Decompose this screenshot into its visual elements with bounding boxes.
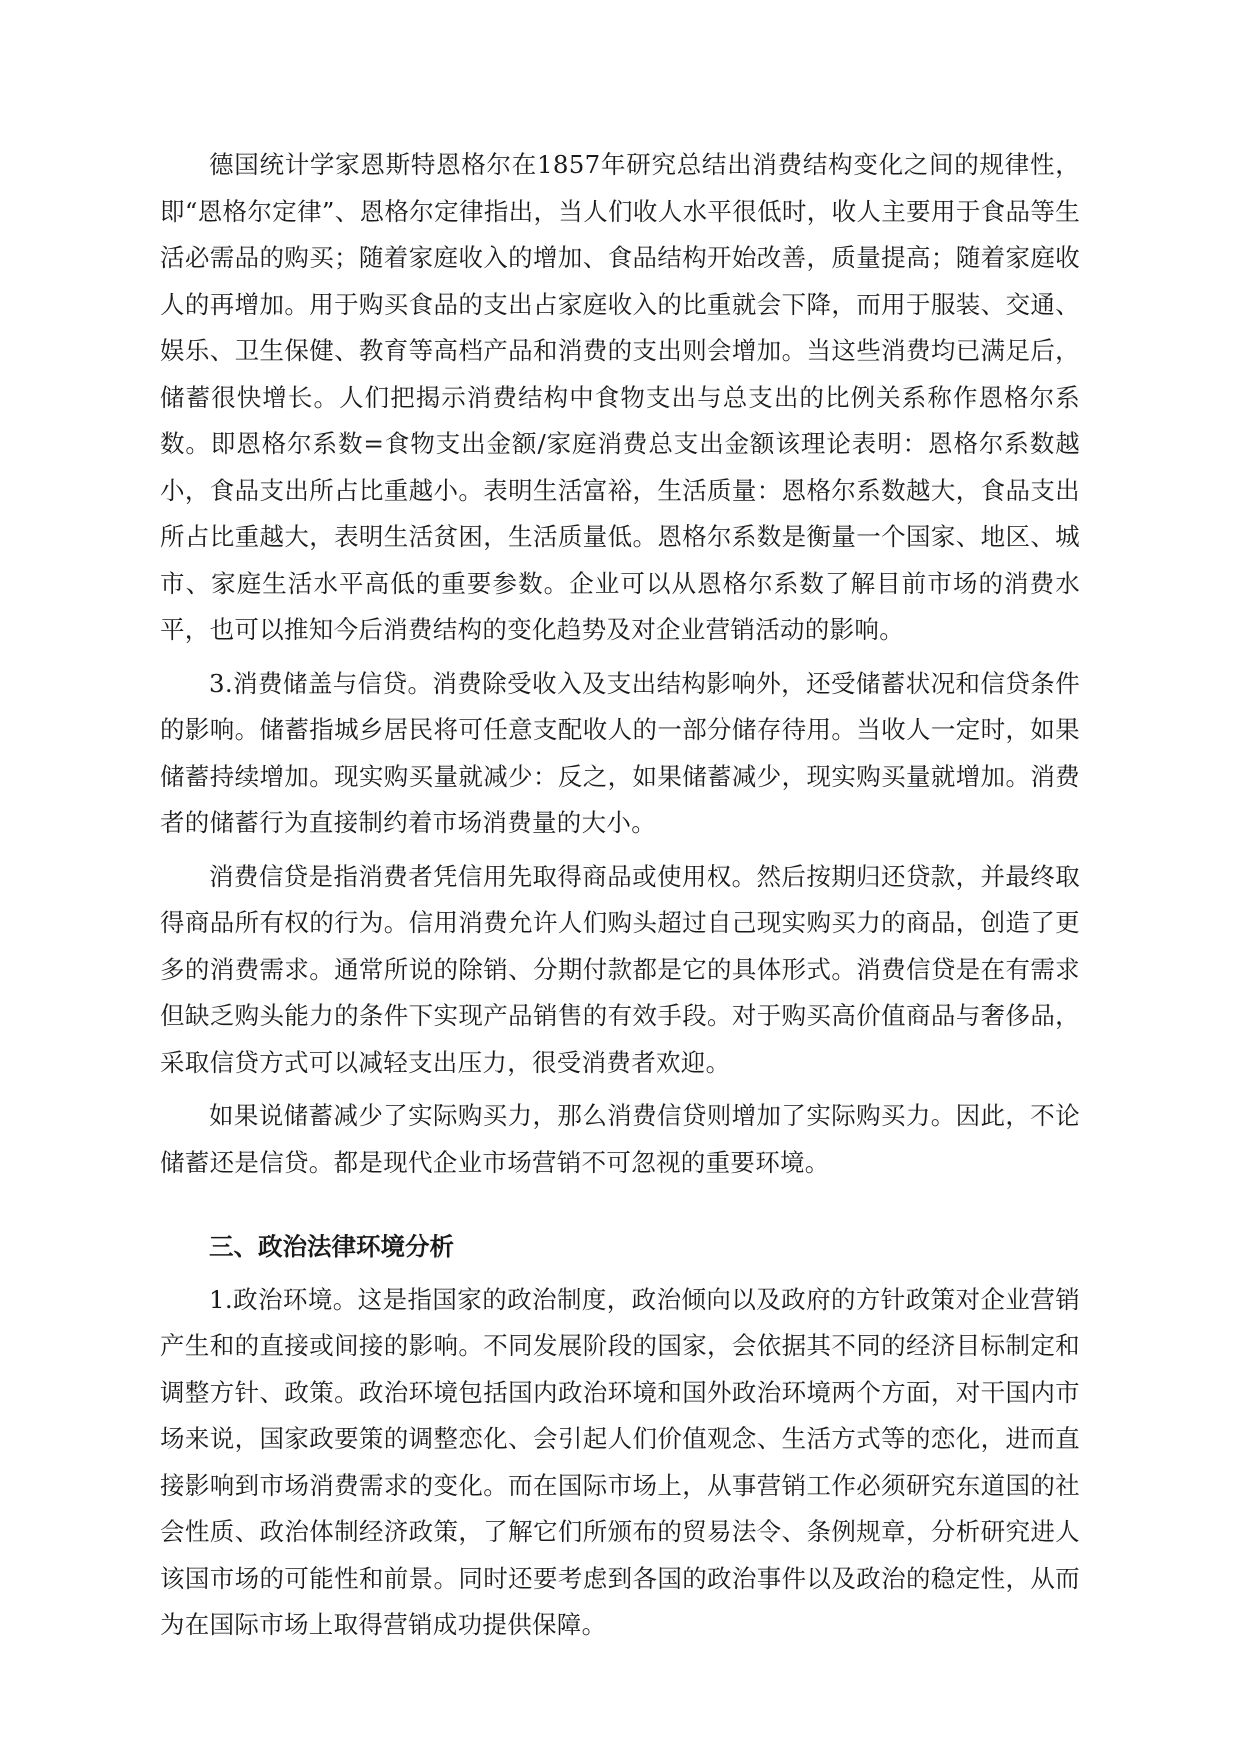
paragraph-political-environment: 1.政治环境。这是指国家的政治制度，政治倾向以及政府的方针政策对企业营销产生和的直接或间接的影响。不同发展阶段的国家，会依据其不同的经济目标制定和调整方针、政策。政治环境包括国内政治环境和国外政治环境两个方面，对干国内市场来说，国家政要策的调整恋化、会引起人们价值观念、生活方式等的恋化，进而直接影响到市场消费需求的变化。而在国际市场上，从事营销工作必须研究东道国的社会性质、政治体制经济政策，了解它们所颁布的贸易法令、条例规章，分析研究进人该国市场的可能性和前景。同时还要考虑到各国的政治事件以及政治的稳定性，从而为在国际市场上取得营销成功提供保障。	[160, 1284, 1080, 1639]
section-heading-political-legal: 三、政治法律环境分析	[209, 1232, 454, 1261]
paragraph-savings-vs-credit: 如果说储蓄减少了实际购买力，那么消费信贷则增加了实际购买力。因此，不论储蓄还是信贷。都是现代企业市场营销不可忽视的重要环境。	[160, 1101, 1080, 1177]
paragraph-consumer-credit: 消费信贷是指消费者凭信用先取得商品或使用权。然后按期归还贷款，并最终取得商品所有权的行为。信用消费允许人们购头超过自己现实购买力的商品，创造了更多的消费需求。通常所说的除销、分期付款都是它的具体形式。消费信贷是在有需求但缺乏购头能力的条件下实现产品销售的有效手段。对于购买高价值商品与奢侈品，采取信贷方式可以减轻支出压力，很受消费者欢迎。	[160, 861, 1080, 1077]
paragraph-savings-credit: 3.消费储盖与信贷。消费除受收入及支出结构影响外，还受储蓄状况和信贷条件的影响。储蓄指城乡居民将可任意支配收人的一部分储存待用。当收人一定时，如果储蓄持续增加。现实购买量就减少：反之，如果储蓄减少，现实购买量就增加。消费者的储蓄行为直接制约着市场消费量的大小。	[160, 668, 1080, 837]
document-page	[160, 142, 1080, 1649]
paragraph-engel-law: 德国统计学家恩斯特恩格尔在1857年研究总结出消费结构变化之间的规律性，即“恩格尔定律”、恩格尔定律指出，当人们收人水平很低时，收人主要用于食品等生活必需品的购买；随着家庭收入的增加、食品结构开始改善，质量提高；随着家庭收人的再增加。用于购买食品的支出占家庭收入的比重就会下降，而用于服装、交通、娱乐、卫生保健、教育等高档产品和消费的支出则会增加。当这些消费均已满足后，储蓄很快增长。人们把揭示消费结构中食物支出与总支出的比例关系称作恩格尔系数。即恩格尔系数=食物支出金额/家庭消费总支出金额该理论表明：恩格尔系数越小，食品支出所占比重越小。表明生活富裕，生活质量：恩格尔系数越大，食品支出所占比重越大，表明生活贫困，生活质量低。恩格尔系数是衡量一个国家、地区、城市、家庭生活水平高低的重要参数。企业可以从恩格尔系数了解目前市场的消费水平，也可以推知今后消费结构的变化趋势及对企业营销活动的影响。	[160, 150, 1080, 644]
